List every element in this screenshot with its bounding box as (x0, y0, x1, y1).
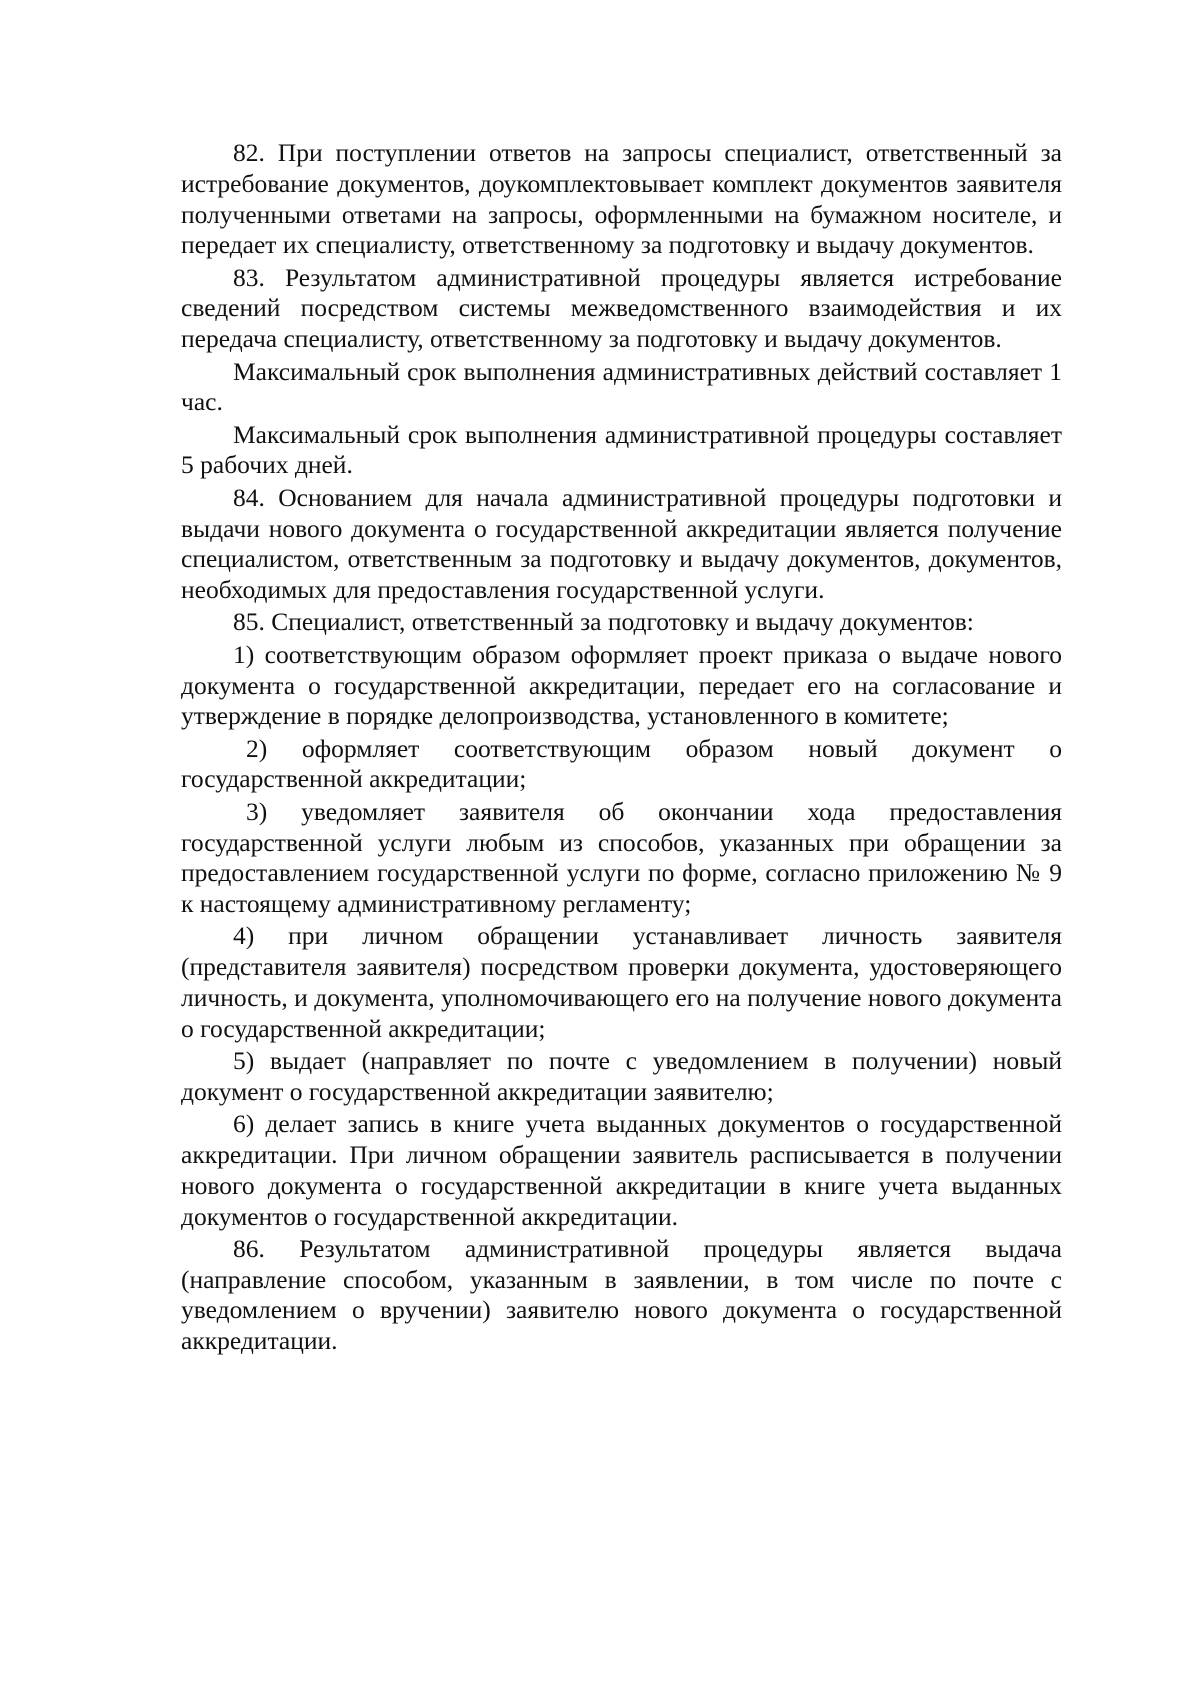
paragraph-85: 85. Специалист, ответственный за подготовку и выдачу документов: (233, 607, 974, 637)
document-body (181, 138, 1062, 1359)
list-item-3: 3) уведомляет заявителя об окончании хода предоставления государственной услуги любым из способов, указанных при обращении за предоставлением государственной услуги по форме, согласно приложению № 9 к настоящему административному регламенту; (181, 796, 1062, 919)
paragraph-82: 82. При поступлении ответов на запросы специалист, ответственный за истребование документов, доукомплектовывает комплект документов заявителя полученными ответами на запросы, оформленными на бумажном носителе, и передает их специалисту, ответственному за подготовку и выдачу документов. (181, 138, 1062, 260)
paragraph-86: 86. Результатом административной процедуры является выдача (направление способом, указанным в заявлении, в том числе по почте с уведомлением о вручении) заявителю нового документа о государственной аккредитации. (181, 1233, 1062, 1356)
list-item-1: 1) соответствующим образом оформляет проект приказа о выдаче нового документа о государственной аккредитации, передает его на согласование и утверждение в порядке делопроизводства, установленного в комитете; (181, 639, 1062, 731)
list-item-2: 2) оформляет соответствующим образом новый документ о государственной аккредитации; (181, 733, 1062, 794)
paragraph-max-time-procedure: Максимальный срок выполнения административной процедуры составляет 5 рабочих дней. (181, 419, 1062, 480)
paragraph-max-time-actions: Максимальный срок выполнения административных действий составляет 1 час. (181, 356, 1062, 417)
list-item-5: 5) выдает (направляет по почте с уведомлением в получении) новый документ о государственной аккредитации заявителю; (181, 1046, 1062, 1106)
list-item-6: 6) делает запись в книге учета выданных документов о государственной аккредитации. При личном обращении заявитель расписывается в получении нового документа о государственной аккредитации в книге учета выданных документов о государственной аккредитации. (181, 1109, 1062, 1231)
list-item-4: 4) при личном обращении устанавливает личность заявителя (представителя заявителя) посредством проверки документа, удостоверяющего личность, и документа, уполномочивающего его на получение нового документа о государственной аккредитации; (181, 921, 1062, 1043)
paragraph-83: 83. Результатом административной процедуры является истребование сведений посредством системы межведомственного взаимодействия и их передача специалисту, ответственному за подготовку и выдачу документов. (181, 262, 1062, 354)
paragraph-84: 84. Основанием для начала административной процедуры подготовки и выдачи нового документа о государственной аккредитации является получение специалистом, ответственным за подготовку и выдачу документов, документов, необходимых для предоставления государственной услуги. (181, 482, 1062, 605)
